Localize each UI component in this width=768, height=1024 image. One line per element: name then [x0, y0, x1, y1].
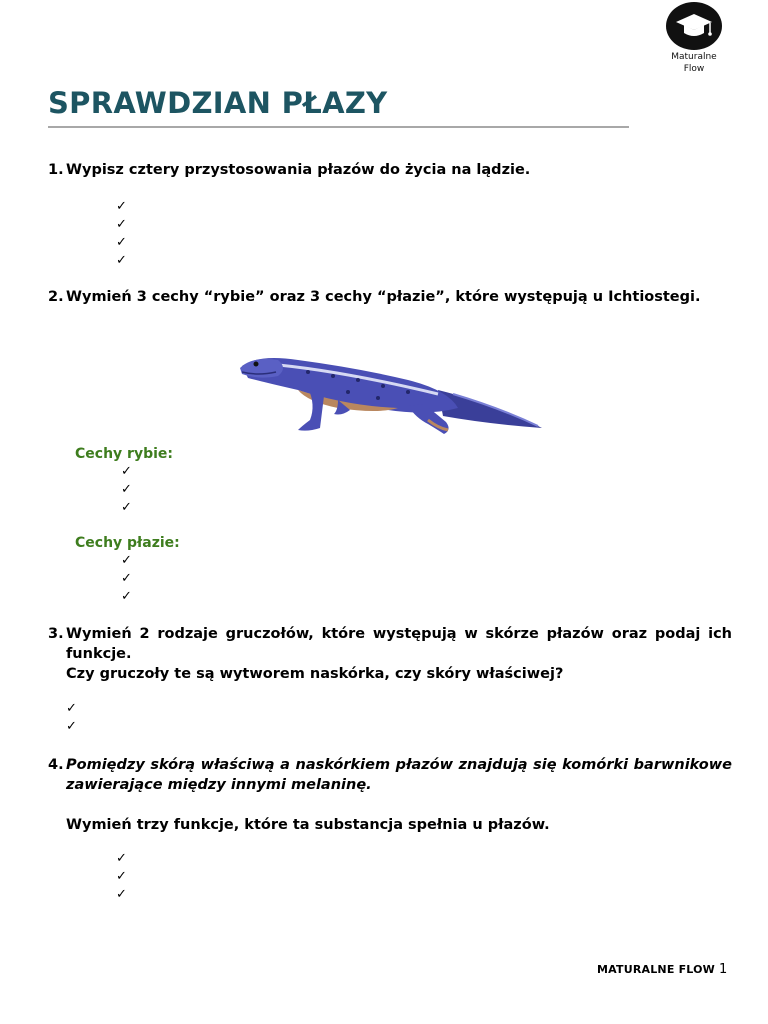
ichthyostega-illustration	[238, 350, 548, 444]
fish-traits-label: Cechy rybie:	[75, 446, 173, 462]
question-3	[48, 624, 732, 684]
check-icon: ✓	[116, 887, 127, 902]
graduation-cap-icon	[666, 2, 722, 50]
question-number: 1.	[48, 162, 64, 178]
page-footer	[597, 962, 728, 977]
question-number: 2.	[48, 289, 64, 305]
check-icon: ✓	[121, 500, 132, 515]
amphibian-traits-label: Cechy płazie:	[75, 535, 180, 551]
check-icon: ✓	[116, 199, 127, 214]
check-icon: ✓	[121, 571, 132, 586]
check-icon: ✓	[116, 235, 127, 250]
check-icon: ✓	[116, 253, 127, 268]
question-text: Wymień 2 rodzaje gruczołów, które występują w skórze płazów oraz podaj ich funkcje.	[66, 626, 732, 662]
title-divider	[48, 126, 629, 128]
check-icon: ✓	[121, 553, 132, 568]
check-icon: ✓	[66, 701, 77, 716]
question-1	[48, 160, 732, 180]
question-number: 4.	[48, 757, 64, 773]
page-number: 1	[719, 962, 728, 977]
maturalne-flow-logo	[654, 0, 734, 72]
question-text: Wypisz cztery przystosowania płazów do życia na lądzie.	[66, 162, 531, 178]
check-icon: ✓	[116, 851, 127, 866]
footer-brand: MATURALNE FLOW	[597, 963, 715, 976]
page-title: SPRAWDZIAN PŁAZY	[48, 86, 388, 120]
question-text: Wymień trzy funkcje, które ta substancja spełnia u płazów.	[66, 817, 550, 833]
check-icon: ✓	[66, 719, 77, 734]
logo-line1: Maturalne	[671, 52, 717, 62]
check-icon: ✓	[116, 217, 127, 232]
question-number: 3.	[48, 626, 64, 642]
question-intro: Pomiędzy skórą właściwą a naskórkiem płazów znajdują się komórki barwnikowe zawierające między innymi melaninę.	[66, 757, 732, 793]
check-icon: ✓	[121, 589, 132, 604]
question-4	[48, 755, 732, 835]
check-icon: ✓	[121, 482, 132, 497]
logo-line2: Flow	[683, 64, 705, 74]
check-icon: ✓	[121, 464, 132, 479]
question-2	[48, 287, 732, 307]
question-subtext: Czy gruczoły te są wytworem naskórka, czy skóry właściwej?	[66, 666, 564, 682]
check-icon: ✓	[116, 869, 127, 884]
question-text: Wymień 3 cechy “rybie” oraz 3 cechy “płazie”, które występują u Ichtiostegi.	[66, 289, 701, 305]
